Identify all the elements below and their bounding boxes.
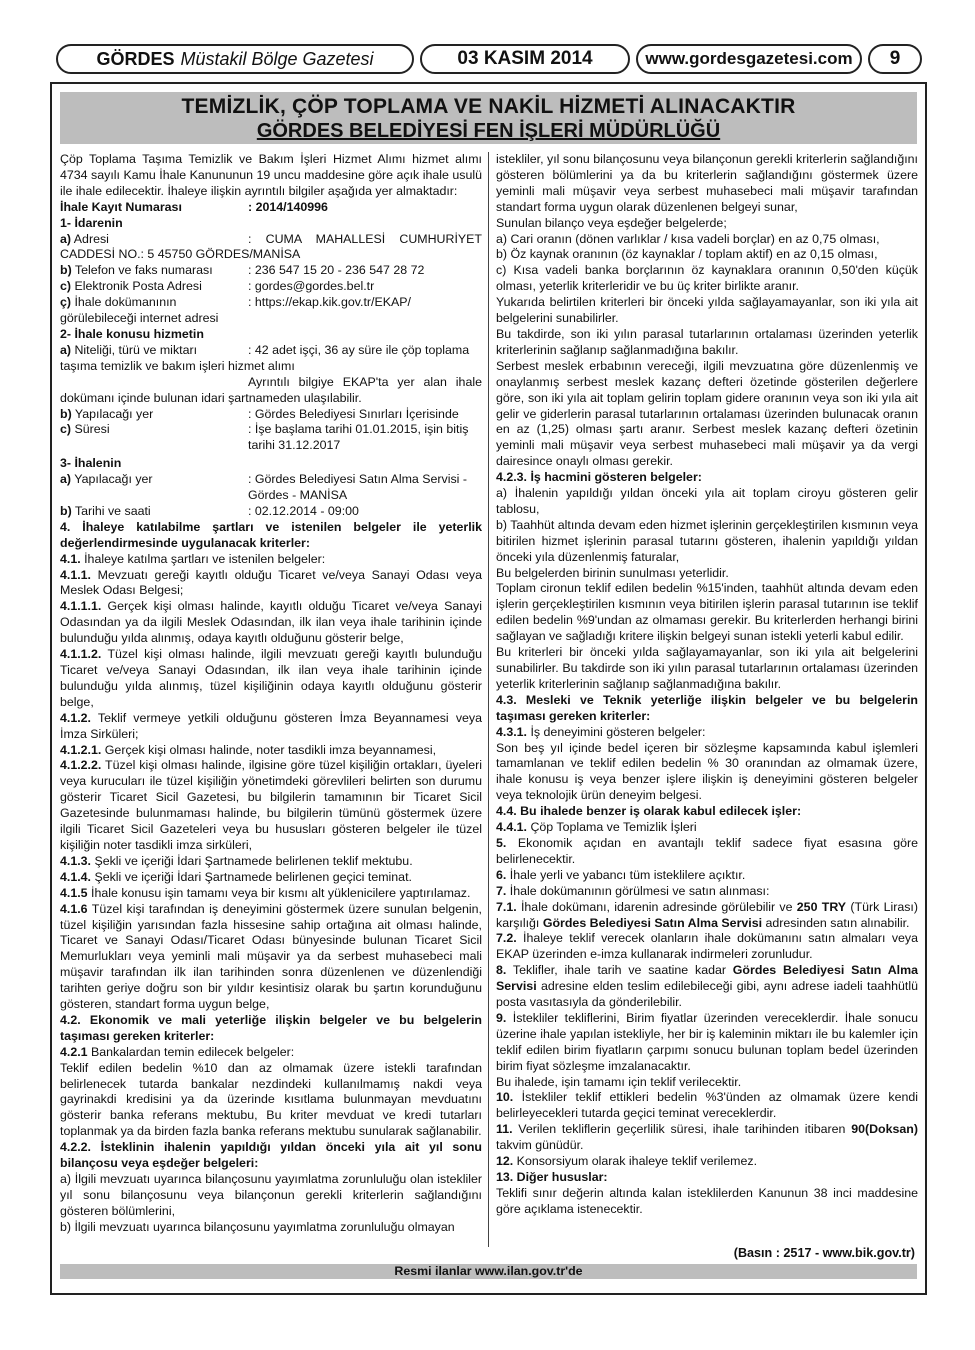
para-9-num: 9.	[496, 1010, 507, 1025]
para-4-1-4-num: 4.1.4.	[60, 869, 92, 884]
average-note: Bu takdirde, son iki yılın parasal tutarlarının ortalaması üzerinden yeterlik kriterlerinin sağlanıp sağlanmadığına bakılır.	[496, 326, 918, 357]
para-4-1-5	[60, 886, 482, 902]
announcement-title: TEMİZLİK, ÇÖP TOPLAMA VE NAKİL HİZMETİ ALINACAKTIR	[181, 95, 796, 118]
para-4-1	[60, 552, 482, 568]
para-4-2-3-heading: 4.2.3. İş hacmini gösteren belgeler:	[496, 470, 702, 485]
nature-letter: a)	[60, 342, 72, 357]
balance-intro: Sunulan bilanço veya eşdeğer belgelerde;	[496, 215, 727, 230]
tender-place-letter: a)	[60, 472, 72, 487]
tender-date-label: Tarihi ve saati	[71, 503, 151, 518]
para-4-1-5-num: 4.1.5	[60, 885, 88, 900]
phone-label: Telefon ve faks numarası	[71, 263, 213, 278]
para-8-text-a: Teklifler, ihale tarih ve saatine kadar	[506, 963, 733, 978]
para-4-3-1	[496, 725, 918, 741]
para-11-num: 11.	[496, 1122, 513, 1137]
tender-date-row	[60, 504, 482, 520]
para-13-body: Teklifi sınır değerin altında kalan isteklilerden Kanunun 38 inci maddesine göre açıklama istenecektir.	[496, 1185, 918, 1216]
ikn-row	[60, 200, 482, 216]
para-11-text-a: Verilen tekliflerin geçerlilik süresi, ihale tarihinden itibaren	[512, 1122, 852, 1137]
para-7-1	[496, 900, 918, 932]
nature-detail: Ayrıntılı bilgiye EKAP'ta yer alan ihale dokümanı içinde bulunan idari şartnameden ulaşılabilir.	[60, 374, 482, 405]
duration-row	[60, 422, 482, 454]
para-4-1-1-2-text: Tüzel kişi olması halinde, ilgili mevzuatı gereği kayıtlı bulunduğu Ticaret ve/veya Sanayi Odasından, ilk ilan veya ihale tarihinin içinde bulunduğu yılda alınmış, tüzel kişiliğinin odaya kayıtlı olduğunu gösterir belge,	[60, 647, 482, 709]
para-4-1-6	[60, 902, 482, 1013]
para-13-heading: 13. Diğer hususlar:	[496, 1170, 608, 1184]
para-7-1-text-c: (Türk Lirası) karşılığı	[496, 899, 919, 930]
para-11-text-c: takvim günüdür.	[496, 1138, 584, 1153]
para-4-1-4-text: Şekli ve içeriği İdari Şartnamede belirlenen geçici teminat.	[91, 869, 412, 884]
ratio-current: a) Cari oranın (dönen varlıklar / kısa vadeli borçlar) en az 0,75 olması,	[496, 231, 880, 246]
newspaper-name-bold: GÖRDES	[96, 48, 175, 69]
para-4-1-4	[60, 870, 482, 886]
section-2-heading: 2- İhale konusu hizmetin	[60, 326, 204, 341]
email-value: : gordes@gordes.bel.tr	[248, 279, 375, 294]
para-4-1-6-text: Tüzel kişi tarafından iş deneyimini göstermek üzere sunulan belgenin, tüzel kişiliğin yarısından fazla hissesine sahip ortağına ait olması halinde, Ticaret ve Sanayi Odası/Ticaret Odası bünyesinde bulunan Ticaret Sicil Memurlukları veya yeminli mali müşavir ya da serbest muhasebeci mali müşavir tarafından ilk ilan tarihinden sonra düzenlenen ve düzenlendiği tarihten geriye doğru son bir yıldır kesintisiz olarak bu şartın korunduğunu gösteren, standart forma uygun belge,	[60, 901, 482, 1012]
nature-value: : 42 adet işçi, 36 ay süre ile çöp toplama	[248, 342, 470, 357]
address-row	[60, 232, 482, 248]
doc-url-label-cont: görülebileceği internet adresi	[60, 311, 219, 326]
para-4-2-2-a: a) İlgili mevzuatı uyarınca bilançosunu yayımlatma zorunluluğu olan istekliler yıl sonu bilançosunu veya bilançonun gerekli kriterlerin sağlandığını gösteren bölümlerini,	[60, 1172, 482, 1218]
para-4-2-3-e: Bu kriterleri bir önceki yılda sağlayamayanlar, son iki yıla ait belgelerini sunabilirler. Bu takdirde son iki yılın parasal tutarlarının ortalaması üzerinden yeterlik kriterlerinin sağlanıp sağlanmadığına bakılır.	[496, 645, 918, 691]
para-7-1-num: 7.1.	[496, 899, 517, 914]
para-10	[496, 1090, 918, 1122]
place-label: Yapılacağı yer	[71, 406, 154, 421]
page-number: 9	[868, 44, 922, 74]
doc-url-row	[60, 295, 482, 311]
para-7-2	[496, 931, 918, 963]
ratio-equity: b) Öz kaynak oranının (öz kaynaklar / toplam aktif) en az 0,15 olması,	[496, 247, 878, 262]
para-7-1-fee: 250 TRY	[796, 899, 847, 914]
para-4-1-1-1-num: 4.1.1.1.	[60, 599, 102, 614]
section-1-heading: 1- İdarenin	[60, 215, 123, 230]
para-4-1-2-2-text: Tüzel kişi olması halinde, ilgisine göre tüzel kişiliğin ortakları, üyeleri veya kurucuları ile tüzel kişiliğin yönetimdeki görevlileri belirten son durumu gösterir Ticaret Sicil Gazetesi, bu bilgilerin tamamının bir Ticaret Sicil Gazetesinde bulunmaması halinde, bu bilgilerin tümünü göstermek üzere ilgili Ticaret Sicil Gazeteleri veya bu hususları gösteren belgeler ile tüzel kişiliğin noter tasdikli imza sirküleri,	[60, 758, 482, 852]
place-letter: b)	[60, 406, 72, 421]
email-row	[60, 279, 482, 295]
email-letter: c)	[60, 279, 72, 294]
para-4-2-3-a: a) İhalenin yapıldığı yıldan önceki yıla ait toplam ciroyu gösteren gelir tablosu,	[496, 486, 918, 516]
para-12	[496, 1154, 918, 1170]
para-11-days: 90(Doksan)	[851, 1122, 918, 1137]
intro-paragraph: Çöp Toplama Taşıma Temizlik ve Bakım İşleri Hizmet Alımı hizmet alımı 4734 sayılı Kamu İhale Kanununun 19 uncu maddesine göre açık ihale usulü ile ihale edilecektir. İhaleye ilişkin ayrıntılı bilgiler aşağıda yer almaktadır:	[60, 152, 482, 198]
press-reference: (Basın : 2517 - www.bik.gov.tr)	[733, 1246, 915, 1260]
official-ads-footer: Resmi ilanlar www.ilan.gov.tr'de	[60, 1264, 917, 1279]
para-7-2-text: İhaleye teklif verecek olanların ihale dokümanını satın almaları veya EKAP üzerinden e-imza kullanarak indirmeleri zorunludur.	[496, 931, 918, 962]
prior-year-note: Yukarıda belirtilen kriterleri bir önceki yılda sağlayamayanlar, son iki yıla ait belgelerini sunabilirler.	[496, 295, 918, 326]
tender-place-value: : Gördes Belediyesi Satın Alma Servisi - Gördes - MANİSA	[248, 472, 467, 503]
right-column	[496, 152, 918, 1218]
para-6	[496, 868, 918, 884]
para-7-2-num: 7.2.	[496, 931, 517, 946]
para-7-1-text-a: İhale dokümanı, idarenin adresinde görülebilir ve	[516, 899, 797, 914]
para-4-1-6-num: 4.1.6	[60, 901, 88, 916]
para-4-1-2	[60, 711, 482, 743]
place-row	[60, 407, 482, 423]
section-4-heading: 4. İhaleye katılabilme şartları ve istenilen belgeler ile yeterlik değerlendirmesinde uygulanacak kriterler:	[60, 519, 482, 550]
para-7-1-text-d: adresinden satın alınabilir.	[762, 915, 910, 930]
para-4-2-heading: 4.2. Ekonomik ve mali yeterliğe ilişkin belgeler ve bu belgelerin taşıması gereken kriterler:	[60, 1012, 482, 1043]
para-4-1-3	[60, 854, 482, 870]
address-letter: a)	[60, 231, 72, 246]
para-9	[496, 1011, 918, 1075]
para-4-1-text: İhaleye katılma şartları ve istenilen belgeler:	[80, 551, 326, 566]
para-4-1-2-1	[60, 743, 482, 759]
para-4-1-1-2	[60, 647, 482, 711]
email-label: Elektronik Posta Adresi	[71, 279, 202, 294]
para-4-1-num: 4.1.	[60, 551, 81, 566]
tender-date-value: : 02.12.2014 - 09:00	[248, 503, 359, 518]
column-divider	[488, 152, 489, 1247]
para-4-3-heading: 4.3. Mesleki ve Teknik yeterliğe ilişkin belgeler ve bu belgelerin taşıması gereken kriterler:	[496, 692, 918, 723]
para-4-4-1	[496, 820, 918, 836]
para-4-4-1-num: 4.4.1.	[496, 820, 528, 835]
tender-place-label: Yapılacağı yer	[71, 472, 153, 487]
phone-letter: b)	[60, 263, 72, 278]
para-7-text: İhale dokümanının görülmesi ve satın alınması:	[506, 883, 770, 898]
doc-url-value: : https://ekap.kik.gov.tr/EKAP/	[248, 295, 411, 310]
para-4-1-1-1-text: Gerçek kişi olması halinde, kayıtlı olduğu Ticaret ve/veya Sanayi Odasından ya da ilgili Meslek Odasından, ilk ilan veya ihale tarihinin içinde bulunduğu yılda alınmış, odaya kayıtlı olduğunu gösterir belge,	[60, 599, 482, 646]
address-value-cont: CADDESİ NO.: 5 45750 GÖRDES/MANİSA	[60, 247, 301, 262]
balance-sheet-cont: istekliler, yıl sonu bilançosunu veya bilançonun gerekli kriterlerin sağlandığını gösteren bölümlerini ya da bu kriterlerin sağlandığını göstermek üzere yeminli mali müşavir veya serbest muhasebeci mali müşavir tarafından standart forma uygun olarak düzenlenen belgeyi sunar,	[496, 152, 918, 214]
ikn-label: İhale Kayıt Numarası	[60, 199, 182, 214]
phone-value: : 236 547 15 20 - 236 547 28 72	[248, 263, 425, 278]
para-4-1-1-1	[60, 599, 482, 647]
para-8-office: Gördes Belediyesi Satın Alma Servisi	[496, 963, 919, 994]
para-9-cont: Bu ihalede, işin tamamı için teklif verilecektir.	[496, 1074, 742, 1089]
place-value: : Gördes Belediyesi Sınırları İçerisinde	[248, 406, 459, 421]
doc-url-label: İhale dokümanının	[71, 295, 177, 310]
newspaper-url: www.gordesgazetesi.com	[636, 44, 862, 74]
para-8	[496, 963, 918, 1011]
para-8-num: 8.	[496, 963, 507, 978]
para-6-num: 6.	[496, 867, 507, 882]
title-band	[60, 92, 917, 144]
tender-place-row	[60, 472, 482, 504]
duration-label: Süresi	[71, 422, 110, 437]
para-4-2-3-d: Toplam cironun teklif edilen bedelin %15'inden, taahhüt altında devam eden işlerin gerçekleştirilen kısmının veya bitirilen işlerin parasal tutarının ise teklif edilen bedelin %9'undan az olmaması gerekir. Bu kriterlerden herhangi birini sağlayan ve sağladığı kritere ilişkin belgeyi sunan istekli yeterli kabul edilir.	[496, 581, 918, 644]
para-5-num: 5.	[496, 835, 507, 850]
para-4-1-2-1-text: Gerçek kişi olması halinde, noter tasdikli imza beyannamesi,	[101, 742, 437, 757]
para-4-2-1-num: 4.2.1	[60, 1044, 88, 1059]
para-5-text: Ekonomik açıdan en avantajlı teklif sadece fiyat esasına göre belirlenecektir.	[496, 835, 918, 866]
ratio-short-debt: c) Kısa vadeli banka borçlarının öz kaynaklara oranının 0,50'den küçük olması, yeterlik kriterleridir ve bu üç kriter birlikte aranır.	[496, 263, 918, 294]
nature-label: Niteliği, türü ve miktarı	[71, 342, 198, 357]
para-10-num: 10.	[496, 1090, 514, 1105]
nature-value-cont: taşıma temizlik ve bakım işleri hizmet alımı	[60, 358, 295, 373]
para-6-text: İhale yerli ve yabancı tüm isteklilere açıktır.	[506, 867, 746, 882]
para-4-1-2-text: Teklif vermeye yetkili olduğunu gösteren İmza Beyannamesi veya İmza Sirküleri;	[60, 710, 482, 741]
para-7	[496, 884, 918, 900]
para-4-1-1-num: 4.1.1.	[60, 567, 92, 582]
para-10-text: İstekliler teklif ettikleri bedelin %3'ünden az olmamak üzere kendi belirleyecekleri tutarda geçici teminat vereceklerdir.	[496, 1090, 918, 1121]
para-4-4-1-text: Çöp Toplama ve Temizlik İşleri	[527, 820, 697, 835]
tender-date-letter: b)	[60, 503, 72, 518]
duration-letter: c)	[60, 422, 72, 437]
duration-value: : İşe başlama tarihi 01.01.2015, işin bitiş tarihi 31.12.2017	[248, 422, 469, 453]
para-4-2-2-b: b) İlgili mevzuatı uyarınca bilançosunu yayımlatma zorunluluğu olmayan	[60, 1219, 455, 1234]
para-4-1-3-num: 4.1.3.	[60, 853, 92, 868]
para-4-1-5-text: İhale konusu işin tamamı veya bir kısmı alt yüklenicilere yaptırılamaz.	[87, 885, 471, 900]
para-5	[496, 836, 918, 868]
para-4-2-1-body: Teklif edilen bedelin %10 dan az olmamak üzere istekli tarafından belirlenecek tutarda bankalar nezdindeki kullanılmamış nakdi veya gayrinakdi kredisini ya da üzerinde kısıtlama bulunmayan mevduatını gösterir banka referans mektubu, Bu kriter mevduat ve kredi tutarları toplanmak ya da birden fazla banka referans mektubu sunularak sağlanabilir.	[60, 1060, 482, 1139]
para-7-1-office: Gördes Belediyesi Satın Alma Servisi	[542, 915, 763, 930]
para-4-2-1	[60, 1045, 482, 1061]
para-4-1-3-text: Şekli ve içeriği İdari Şartnamede belirlenen teklif mektubu.	[91, 853, 413, 868]
para-11	[496, 1122, 918, 1154]
address-label: Adresi	[71, 231, 109, 246]
freelance-note: Serbest meslek erbabının vereceği, ilgili mevzuatına göre düzenlenmiş ve onaylanmış serbest meslek kazanç defteri özetinde gösterilen değerlere göre, son iki yıla ait toplam gelirin toplam gidere oranının veya son iki yıla ait gelir ve giderlerin parasal tutarlarının ortalaması üzerinden bulunacak oranın en az (1,25) olması şartı aranır. Serbest meslek kazanç defteri özetinin yeminli mali müşavir veya serbest muhasebeci mali müşavir ya da vergi dairesince onaylı olması gerekir.	[496, 358, 918, 469]
para-4-2-1-text: Bankalardan temin edilecek belgeler:	[87, 1044, 295, 1059]
section-3-heading: 3- İhalenin	[60, 456, 122, 471]
para-4-1-1	[60, 568, 482, 600]
address-value: : CUMA MAHALLESİ CUMHURİYET	[248, 231, 482, 246]
para-4-1-2-1-num: 4.1.2.1.	[60, 742, 102, 757]
para-4-1-1-text: Mevzuatı gereği kayıtlı olduğu Ticaret ve/veya Sanayi Odası veya Meslek Odası Belgesi;	[60, 567, 482, 598]
para-4-1-1-2-num: 4.1.1.2.	[60, 647, 102, 662]
nature-row	[60, 343, 482, 359]
para-4-3-1-text: İş deneyimini gösteren belgeler:	[527, 724, 706, 739]
ikn-value: : 2014/140996	[248, 199, 328, 214]
phone-row	[60, 263, 482, 279]
para-4-2-2-heading: 4.2.2. İsteklinin ihalenin yapıldığı yıldan önceki yıla ait yıl sonu bilançosu veya eşdeğer belgeleri:	[60, 1140, 482, 1171]
para-4-4-heading: 4.4. Bu ihalede benzer iş olarak kabul edilecek işler:	[496, 804, 802, 819]
para-4-1-2-2-num: 4.1.2.2.	[60, 758, 102, 773]
newspaper-name-italic: Müstakil Bölge Gazetesi	[180, 48, 374, 69]
para-8-text-c: adresine elden teslim edilebileceği gibi, aynı adrese iadeli taahhütlü posta vasıtasıyla da gönderilebilir.	[496, 979, 918, 1010]
para-4-1-2-2	[60, 758, 482, 853]
issue-date: 03 KASIM 2014	[420, 44, 630, 74]
page-header	[52, 40, 926, 80]
para-4-2-3-b: b) Taahhüt altında devam eden hizmet işlerinin gerçekleştirilen kısmının veya bitirilen hizmet işlerinin parasal tutarını gösteren, ihalenin yapıldığı yıldan önceki yıla düzenlenmiş faturalar,	[496, 517, 918, 564]
para-7-num: 7.	[496, 883, 507, 898]
left-column	[60, 152, 482, 1236]
para-4-3-1-body: Son beş yıl içinde bedel içeren bir sözleşme kapsamında kabul işlemleri tamamlanan ve teklif edilen bedelin % 30 oranından az olmamak üzere, ihale konusu iş veya benzer işlere ilişkin iş deneyimini gösteren belgeler veya teknolojik ürün deneyim belgesi.	[496, 740, 918, 803]
para-4-3-1-num: 4.3.1.	[496, 724, 528, 739]
announcement-frame	[50, 82, 927, 1295]
para-4-1-2-num: 4.1.2.	[60, 710, 92, 725]
para-12-num: 12.	[496, 1154, 514, 1169]
para-12-text: Konsorsiyum olarak ihaleye teklif verilemez.	[513, 1154, 758, 1169]
announcement-subtitle: GÖRDES BELEDİYESİ FEN İŞLERİ MÜDÜRLÜĞÜ	[256, 120, 721, 142]
newspaper-name	[56, 44, 414, 74]
para-4-2-3-c: Bu belgelerden birinin sunulması yeterlidir.	[496, 565, 729, 580]
doc-url-letter: ç)	[60, 295, 72, 310]
para-9-text: İstekliler tekliflerini, Birim fiyatlar üzerinden vereceklerdir. İhale sonucu üzerine ihale yapılan istekliyle, her bir iş kaleminin miktarı ile bu kalemler için teklif edilen birim fiyatların çarpımı sonucu bulunan toplam bedel üzerinden birim fiyat sözleşme imzalanacaktır.	[496, 1010, 918, 1073]
